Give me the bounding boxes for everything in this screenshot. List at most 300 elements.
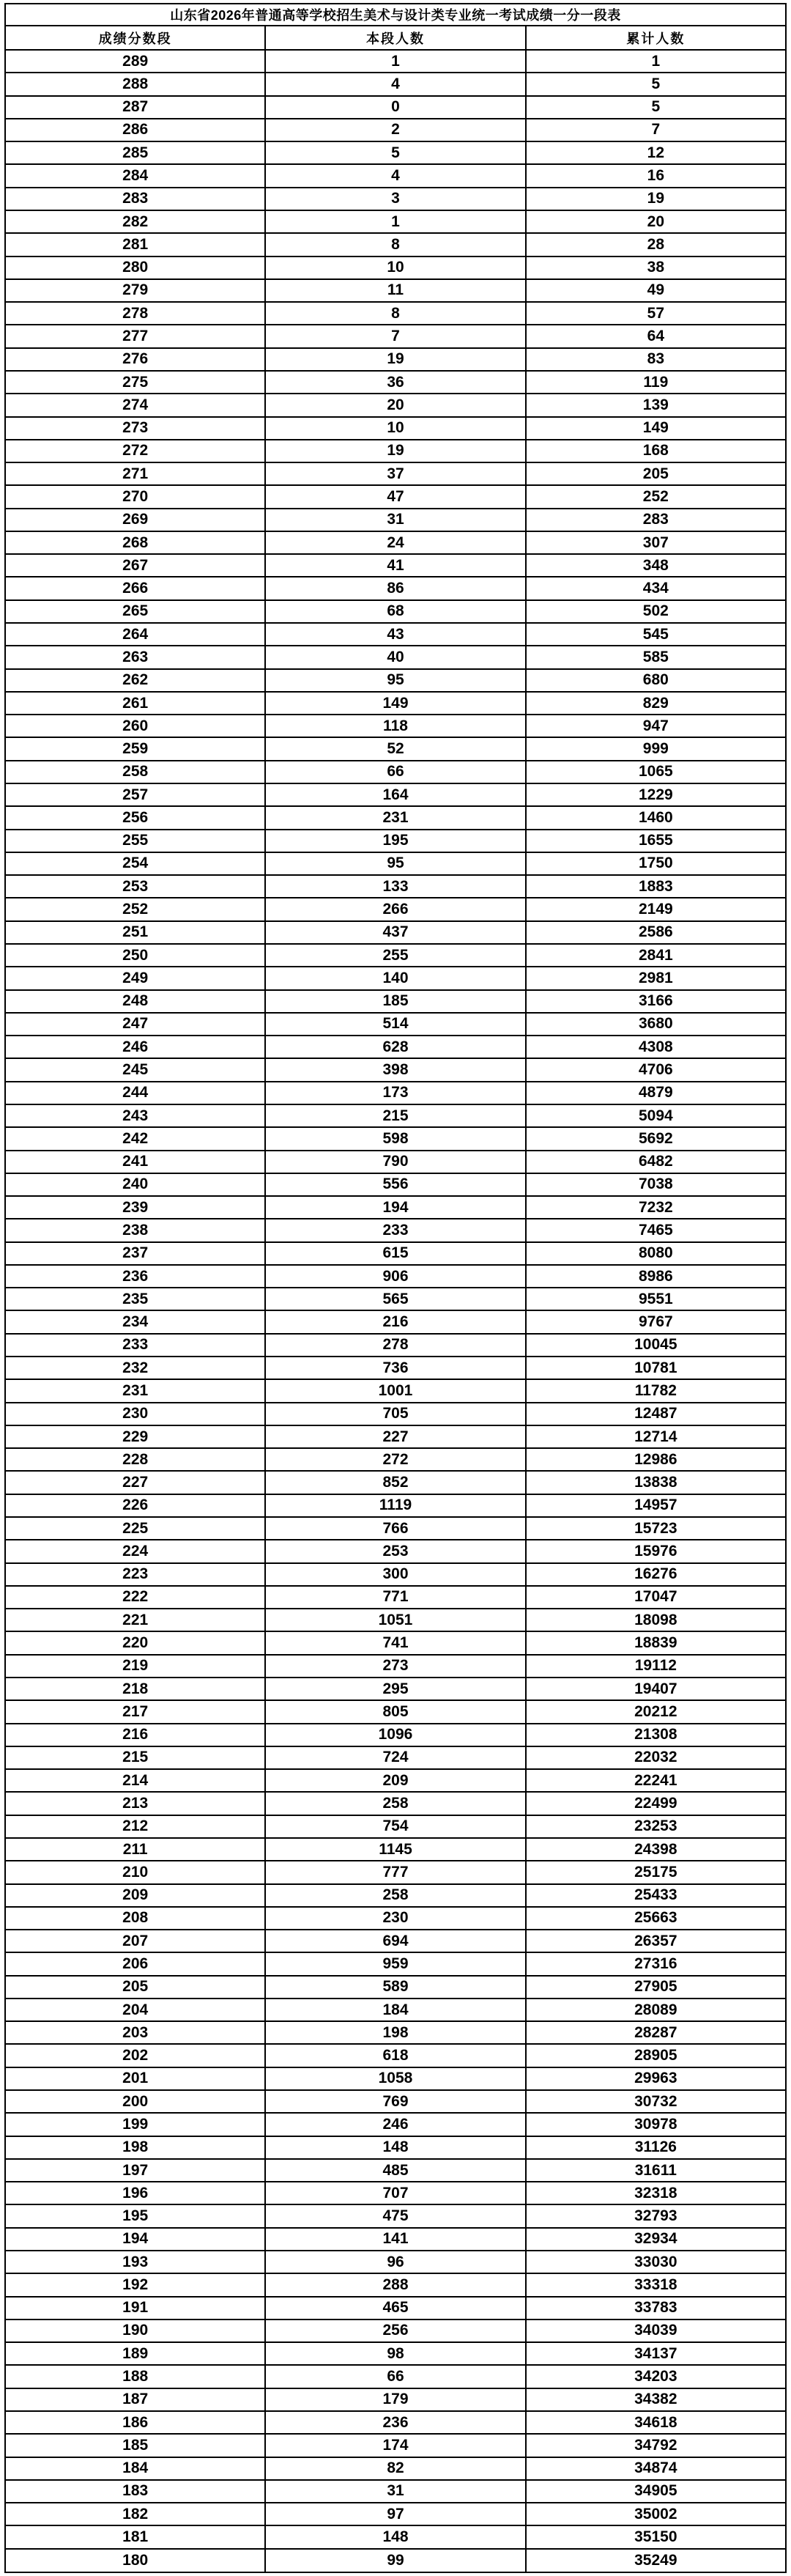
score-range-cell: 264 <box>5 623 265 646</box>
score-range-cell: 217 <box>5 1700 265 1723</box>
table-row <box>5 990 786 1013</box>
table-row <box>5 2434 786 2457</box>
score-range-cell: 241 <box>5 1151 265 1173</box>
score-range-cell: 272 <box>5 440 265 462</box>
segment-count-cell: 724 <box>265 1746 525 1769</box>
cumulative-count-cell: 8986 <box>526 1265 786 1288</box>
cumulative-count-cell: 434 <box>526 577 786 599</box>
segment-count-cell: 398 <box>265 1058 525 1081</box>
segment-count-cell: 288 <box>265 2273 525 2296</box>
score-range-cell: 238 <box>5 1219 265 1241</box>
table-row <box>5 1700 786 1723</box>
table-row <box>5 348 786 371</box>
cumulative-count-cell: 13838 <box>526 1471 786 1494</box>
table-row <box>5 600 786 623</box>
segment-count-cell: 1 <box>265 50 525 73</box>
cumulative-count-cell: 2841 <box>526 944 786 967</box>
table-row <box>5 1884 786 1907</box>
score-range-cell: 204 <box>5 1999 265 2021</box>
score-range-cell: 213 <box>5 1792 265 1815</box>
segment-count-cell: 741 <box>265 1631 525 1654</box>
score-range-cell: 212 <box>5 1815 265 1838</box>
score-range-cell: 236 <box>5 1265 265 1288</box>
table-row <box>5 1013 786 1036</box>
table-row <box>5 119 786 141</box>
cumulative-count-cell: 20212 <box>526 1700 786 1723</box>
table-row <box>5 1471 786 1494</box>
cumulative-count-cell: 17047 <box>526 1586 786 1609</box>
score-range-cell: 209 <box>5 1884 265 1907</box>
table-row <box>5 394 786 416</box>
cumulative-count-cell: 33030 <box>526 2251 786 2273</box>
score-range-cell: 250 <box>5 944 265 967</box>
cumulative-count-cell: 947 <box>526 715 786 737</box>
score-range-cell: 289 <box>5 50 265 73</box>
table-row <box>5 188 786 210</box>
score-range-cell: 252 <box>5 898 265 920</box>
segment-count-cell: 1058 <box>265 2067 525 2090</box>
cumulative-count-cell: 168 <box>526 440 786 462</box>
score-range-cell: 183 <box>5 2480 265 2503</box>
table-row <box>5 2342 786 2365</box>
score-range-cell: 180 <box>5 2549 265 2572</box>
cumulative-count-cell: 28905 <box>526 2044 786 2067</box>
cumulative-count-cell: 34382 <box>526 2388 786 2411</box>
cumulative-count-cell: 34137 <box>526 2342 786 2365</box>
table-row <box>5 1379 786 1402</box>
score-range-cell: 258 <box>5 761 265 783</box>
table-row <box>5 2182 786 2204</box>
table-row <box>5 2228 786 2251</box>
cumulative-count-cell: 28 <box>526 233 786 256</box>
segment-count-cell: 118 <box>265 715 525 737</box>
score-range-cell: 285 <box>5 141 265 164</box>
segment-count-cell: 82 <box>265 2457 525 2480</box>
segment-count-cell: 437 <box>265 921 525 944</box>
score-range-cell: 265 <box>5 600 265 623</box>
segment-count-cell: 2 <box>265 119 525 141</box>
table-row <box>5 210 786 233</box>
segment-count-cell: 36 <box>265 371 525 394</box>
score-range-cell: 275 <box>5 371 265 394</box>
score-range-cell: 268 <box>5 531 265 554</box>
segment-count-cell: 95 <box>265 852 525 875</box>
segment-count-cell: 705 <box>265 1403 525 1425</box>
segment-count-cell: 8 <box>265 302 525 325</box>
segment-count-cell: 694 <box>265 1930 525 1952</box>
segment-count-cell: 485 <box>265 2159 525 2182</box>
table-row <box>5 1310 786 1333</box>
segment-count-cell: 174 <box>265 2434 525 2457</box>
segment-count-cell: 216 <box>265 1310 525 1333</box>
table-row <box>5 1403 786 1425</box>
score-range-cell: 215 <box>5 1746 265 1769</box>
segment-count-cell: 805 <box>265 1700 525 1723</box>
table-row <box>5 233 786 256</box>
segment-count-cell: 141 <box>265 2228 525 2251</box>
cumulative-count-cell: 2586 <box>526 921 786 944</box>
score-range-cell: 267 <box>5 554 265 577</box>
score-range-cell: 278 <box>5 302 265 325</box>
score-range-cell: 218 <box>5 1678 265 1700</box>
segment-count-cell: 179 <box>265 2388 525 2411</box>
segment-count-cell: 771 <box>265 1586 525 1609</box>
cumulative-count-cell: 19 <box>526 188 786 210</box>
score-range-cell: 225 <box>5 1517 265 1540</box>
score-range-cell: 287 <box>5 96 265 119</box>
score-range-cell: 280 <box>5 257 265 279</box>
segment-count-cell: 255 <box>265 944 525 967</box>
segment-count-cell: 148 <box>265 2525 525 2548</box>
table-row <box>5 2457 786 2480</box>
segment-count-cell: 754 <box>265 1815 525 1838</box>
segment-count-cell: 790 <box>265 1151 525 1173</box>
segment-count-cell: 1145 <box>265 1838 525 1861</box>
segment-count-cell: 195 <box>265 830 525 852</box>
table-row <box>5 1540 786 1562</box>
segment-count-cell: 246 <box>265 2113 525 2136</box>
segment-count-cell: 272 <box>265 1448 525 1471</box>
score-range-cell: 203 <box>5 2021 265 2044</box>
cumulative-count-cell: 25663 <box>526 1907 786 1930</box>
table-row <box>5 1265 786 1288</box>
cumulative-count-cell: 829 <box>526 692 786 715</box>
table-row <box>5 1173 786 1196</box>
cumulative-count-cell: 4879 <box>526 1082 786 1104</box>
cumulative-count-cell: 5692 <box>526 1127 786 1150</box>
cumulative-count-cell: 8080 <box>526 1242 786 1265</box>
segment-count-cell: 4 <box>265 164 525 187</box>
table-row <box>5 944 786 967</box>
cumulative-count-cell: 25433 <box>526 1884 786 1907</box>
score-range-cell: 189 <box>5 2342 265 2365</box>
table-row <box>5 1815 786 1838</box>
cumulative-count-cell: 4308 <box>526 1036 786 1058</box>
column-header-cumulative-count: 累计人数 <box>526 26 786 50</box>
segment-count-cell: 31 <box>265 2480 525 2503</box>
table-row <box>5 2503 786 2525</box>
table-row <box>5 2388 786 2411</box>
cumulative-count-cell: 32793 <box>526 2204 786 2227</box>
table-row <box>5 73 786 95</box>
cumulative-count-cell: 31611 <box>526 2159 786 2182</box>
title-row <box>5 4 786 26</box>
score-range-cell: 228 <box>5 1448 265 1471</box>
score-range-cell: 207 <box>5 1930 265 1952</box>
score-range-cell: 262 <box>5 669 265 692</box>
segment-count-cell: 236 <box>265 2411 525 2434</box>
table-row <box>5 1861 786 1883</box>
cumulative-count-cell: 307 <box>526 531 786 554</box>
table-row <box>5 1494 786 1517</box>
cumulative-count-cell: 16276 <box>526 1563 786 1586</box>
score-range-cell: 244 <box>5 1082 265 1104</box>
table-row <box>5 1609 786 1631</box>
table-row <box>5 806 786 829</box>
score-range-cell: 195 <box>5 2204 265 2227</box>
segment-count-cell: 707 <box>265 2182 525 2204</box>
segment-count-cell: 1 <box>265 210 525 233</box>
cumulative-count-cell: 18839 <box>526 1631 786 1654</box>
table-row <box>5 2204 786 2227</box>
cumulative-count-cell: 10045 <box>526 1334 786 1357</box>
cumulative-count-cell: 5094 <box>526 1104 786 1127</box>
segment-count-cell: 173 <box>265 1082 525 1104</box>
table-row <box>5 646 786 668</box>
table-row <box>5 50 786 73</box>
table-row <box>5 1838 786 1861</box>
table-row <box>5 1746 786 1769</box>
score-range-cell: 263 <box>5 646 265 668</box>
segment-count-cell: 0 <box>265 96 525 119</box>
segment-count-cell: 95 <box>265 669 525 692</box>
score-range-cell: 221 <box>5 1609 265 1631</box>
segment-count-cell: 253 <box>265 1540 525 1562</box>
table-row <box>5 2044 786 2067</box>
cumulative-count-cell: 57 <box>526 302 786 325</box>
score-range-cell: 200 <box>5 2090 265 2113</box>
table-row <box>5 554 786 577</box>
segment-count-cell: 589 <box>265 1976 525 1999</box>
table-row <box>5 2297 786 2319</box>
score-range-cell: 253 <box>5 875 265 898</box>
table-row <box>5 1907 786 1930</box>
segment-count-cell: 1001 <box>265 1379 525 1402</box>
cumulative-count-cell: 545 <box>526 623 786 646</box>
cumulative-count-cell: 2149 <box>526 898 786 920</box>
table-row <box>5 1631 786 1654</box>
cumulative-count-cell: 5 <box>526 96 786 119</box>
segment-count-cell: 514 <box>265 1013 525 1036</box>
segment-count-cell: 230 <box>265 1907 525 1930</box>
cumulative-count-cell: 30732 <box>526 2090 786 2113</box>
table-row <box>5 623 786 646</box>
table-row <box>5 692 786 715</box>
cumulative-count-cell: 64 <box>526 325 786 347</box>
segment-count-cell: 618 <box>265 2044 525 2067</box>
table-row <box>5 2525 786 2548</box>
score-range-cell: 255 <box>5 830 265 852</box>
segment-count-cell: 19 <box>265 440 525 462</box>
score-range-cell: 281 <box>5 233 265 256</box>
table-row <box>5 2480 786 2503</box>
cumulative-count-cell: 27905 <box>526 1976 786 1999</box>
table-row <box>5 669 786 692</box>
cumulative-count-cell: 32318 <box>526 2182 786 2204</box>
score-range-cell: 259 <box>5 737 265 760</box>
cumulative-count-cell: 283 <box>526 509 786 531</box>
cumulative-count-cell: 3166 <box>526 990 786 1013</box>
score-range-cell: 251 <box>5 921 265 944</box>
score-range-cell: 286 <box>5 119 265 141</box>
score-range-cell: 211 <box>5 1838 265 1861</box>
score-range-cell: 277 <box>5 325 265 347</box>
segment-count-cell: 37 <box>265 462 525 485</box>
segment-count-cell: 184 <box>265 1999 525 2021</box>
cumulative-count-cell: 38 <box>526 257 786 279</box>
cumulative-count-cell: 22032 <box>526 1746 786 1769</box>
table-row <box>5 852 786 875</box>
segment-count-cell: 209 <box>265 1769 525 1792</box>
table-row <box>5 1151 786 1173</box>
table-row <box>5 830 786 852</box>
cumulative-count-cell: 680 <box>526 669 786 692</box>
score-range-cell: 190 <box>5 2319 265 2342</box>
cumulative-count-cell: 12487 <box>526 1403 786 1425</box>
cumulative-count-cell: 21308 <box>526 1724 786 1746</box>
score-table-body <box>5 50 786 2572</box>
cumulative-count-cell: 34203 <box>526 2365 786 2388</box>
table-row <box>5 257 786 279</box>
table-row <box>5 1242 786 1265</box>
segment-count-cell: 97 <box>265 2503 525 2525</box>
column-header-row <box>5 26 786 50</box>
cumulative-count-cell: 16 <box>526 164 786 187</box>
table-row <box>5 485 786 508</box>
segment-count-cell: 66 <box>265 2365 525 2388</box>
table-row <box>5 531 786 554</box>
score-range-cell: 284 <box>5 164 265 187</box>
cumulative-count-cell: 35002 <box>526 2503 786 2525</box>
cumulative-count-cell: 15723 <box>526 1517 786 1540</box>
table-row <box>5 2090 786 2113</box>
table-row <box>5 967 786 989</box>
segment-count-cell: 40 <box>265 646 525 668</box>
table-row <box>5 1334 786 1357</box>
segment-count-cell: 43 <box>265 623 525 646</box>
table-row <box>5 1769 786 1792</box>
segment-count-cell: 227 <box>265 1425 525 1448</box>
score-range-cell: 246 <box>5 1036 265 1058</box>
score-range-cell: 237 <box>5 1242 265 1265</box>
table-row <box>5 2251 786 2273</box>
segment-count-cell: 194 <box>265 1196 525 1219</box>
table-row <box>5 2365 786 2388</box>
segment-count-cell: 769 <box>265 2090 525 2113</box>
cumulative-count-cell: 28287 <box>526 2021 786 2044</box>
score-range-cell: 273 <box>5 417 265 440</box>
segment-count-cell: 24 <box>265 531 525 554</box>
score-range-cell: 271 <box>5 462 265 485</box>
score-range-cell: 248 <box>5 990 265 1013</box>
segment-count-cell: 99 <box>265 2549 525 2572</box>
score-range-cell: 185 <box>5 2434 265 2457</box>
table-row <box>5 2273 786 2296</box>
table-row <box>5 2021 786 2044</box>
score-range-cell: 226 <box>5 1494 265 1517</box>
cumulative-count-cell: 2981 <box>526 967 786 989</box>
segment-count-cell: 777 <box>265 1861 525 1883</box>
score-range-cell: 191 <box>5 2297 265 2319</box>
cumulative-count-cell: 34039 <box>526 2319 786 2342</box>
score-range-cell: 192 <box>5 2273 265 2296</box>
score-range-cell: 208 <box>5 1907 265 1930</box>
table-row <box>5 325 786 347</box>
cumulative-count-cell: 83 <box>526 348 786 371</box>
score-range-cell: 249 <box>5 967 265 989</box>
score-range-cell: 270 <box>5 485 265 508</box>
table-row <box>5 1678 786 1700</box>
segment-count-cell: 766 <box>265 1517 525 1540</box>
cumulative-count-cell: 29963 <box>526 2067 786 2090</box>
score-range-cell: 219 <box>5 1655 265 1678</box>
cumulative-count-cell: 119 <box>526 371 786 394</box>
segment-count-cell: 66 <box>265 761 525 783</box>
table-row <box>5 577 786 599</box>
segment-count-cell: 615 <box>265 1242 525 1265</box>
cumulative-count-cell: 35150 <box>526 2525 786 2548</box>
segment-count-cell: 86 <box>265 577 525 599</box>
table-row <box>5 371 786 394</box>
cumulative-count-cell: 22241 <box>526 1769 786 1792</box>
table-row <box>5 1724 786 1746</box>
segment-count-cell: 556 <box>265 1173 525 1196</box>
table-row <box>5 2113 786 2136</box>
cumulative-count-cell: 999 <box>526 737 786 760</box>
segment-count-cell: 300 <box>265 1563 525 1586</box>
segment-count-cell: 4 <box>265 73 525 95</box>
segment-count-cell: 20 <box>265 394 525 416</box>
cumulative-count-cell: 18098 <box>526 1609 786 1631</box>
segment-count-cell: 3 <box>265 188 525 210</box>
cumulative-count-cell: 7232 <box>526 1196 786 1219</box>
score-distribution-table <box>4 3 787 2573</box>
cumulative-count-cell: 205 <box>526 462 786 485</box>
segment-count-cell: 7 <box>265 325 525 347</box>
cumulative-count-cell: 26357 <box>526 1930 786 1952</box>
segment-count-cell: 1119 <box>265 1494 525 1517</box>
segment-count-cell: 185 <box>265 990 525 1013</box>
table-row <box>5 737 786 760</box>
table-row <box>5 875 786 898</box>
score-range-cell: 257 <box>5 783 265 806</box>
cumulative-count-cell: 32934 <box>526 2228 786 2251</box>
score-range-cell: 188 <box>5 2365 265 2388</box>
score-range-cell: 198 <box>5 2136 265 2159</box>
score-range-cell: 233 <box>5 1334 265 1357</box>
score-range-cell: 210 <box>5 1861 265 1883</box>
segment-count-cell: 47 <box>265 485 525 508</box>
segment-count-cell: 565 <box>265 1288 525 1310</box>
segment-count-cell: 10 <box>265 417 525 440</box>
column-header-score-range: 成绩分数段 <box>5 26 265 50</box>
score-range-cell: 229 <box>5 1425 265 1448</box>
score-range-cell: 216 <box>5 1724 265 1746</box>
cumulative-count-cell: 27316 <box>526 1952 786 1975</box>
table-row <box>5 1425 786 1448</box>
cumulative-count-cell: 34618 <box>526 2411 786 2434</box>
segment-count-cell: 736 <box>265 1357 525 1379</box>
score-range-cell: 235 <box>5 1288 265 1310</box>
cumulative-count-cell: 1460 <box>526 806 786 829</box>
table-row <box>5 1999 786 2021</box>
table-row <box>5 921 786 944</box>
cumulative-count-cell: 502 <box>526 600 786 623</box>
cumulative-count-cell: 7465 <box>526 1219 786 1241</box>
cumulative-count-cell: 34874 <box>526 2457 786 2480</box>
cumulative-count-cell: 28089 <box>526 1999 786 2021</box>
segment-count-cell: 164 <box>265 783 525 806</box>
cumulative-count-cell: 15976 <box>526 1540 786 1562</box>
score-range-cell: 231 <box>5 1379 265 1402</box>
score-range-cell: 196 <box>5 2182 265 2204</box>
segment-count-cell: 231 <box>265 806 525 829</box>
cumulative-count-cell: 139 <box>526 394 786 416</box>
score-range-cell: 279 <box>5 279 265 302</box>
cumulative-count-cell: 19112 <box>526 1655 786 1678</box>
table-row <box>5 440 786 462</box>
score-range-cell: 193 <box>5 2251 265 2273</box>
